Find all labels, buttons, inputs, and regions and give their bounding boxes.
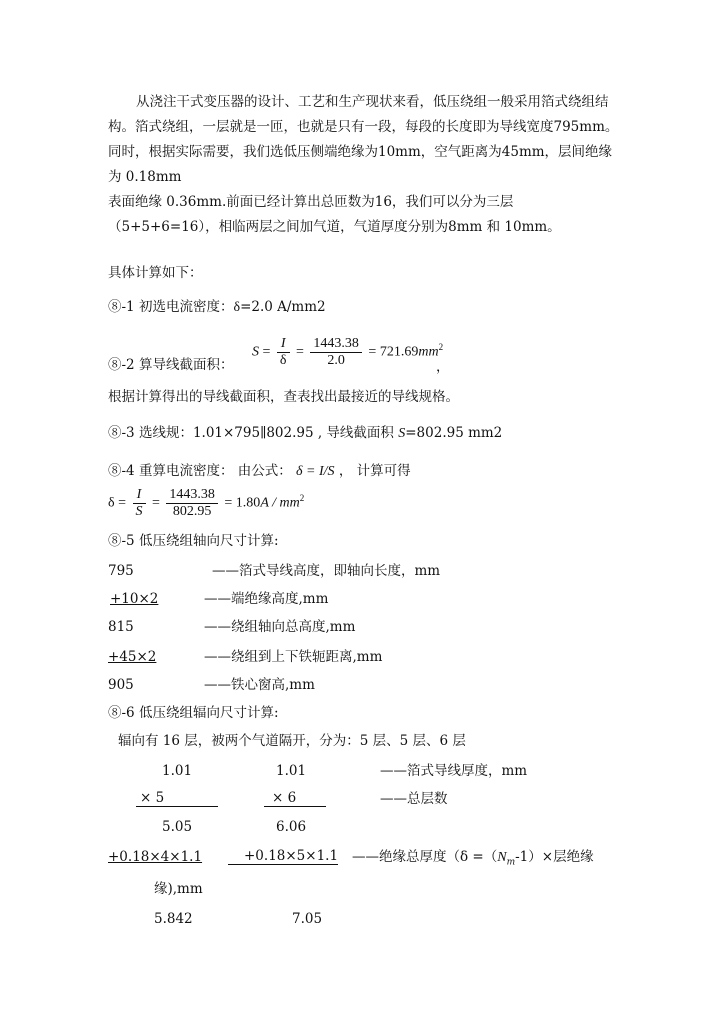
step4-frac-den2: 802.95 (172, 504, 212, 519)
step2-s: S (252, 344, 259, 360)
step5-row-1-desc: ——箔式导线高度，即轴向长度，mm (212, 563, 441, 579)
intro-paragraph-2: 表面绝缘 0.36mm.前面已经计算出总匝数为16，我们可以分为三层（5+5+6=16），相临两层之间加气道，气道厚度分别为8mm 和 10mm。 (108, 194, 561, 235)
step6-r1-a: 1.01 (162, 763, 193, 779)
step4-result: = 1.80 (224, 495, 261, 511)
step2-sup: 2 (438, 342, 444, 353)
step4-lhs: δ = (108, 495, 126, 511)
step6-r4-sub: m (506, 857, 516, 868)
step6-r3-a: 5.05 (162, 819, 193, 835)
step6-r4-desc2: -1）×层绝缘 (515, 849, 594, 865)
step2-frac-symbolic (277, 336, 290, 369)
step4-sup: 2 (299, 493, 305, 504)
step5-row-5-value: 905 (108, 677, 134, 693)
step2-frac-den: δ (279, 353, 287, 368)
step4-unit: A / mm (260, 495, 300, 511)
step1-value: =2.0 A/mm2 (240, 299, 326, 315)
step1-delta: δ (233, 300, 241, 315)
step2-frac-num: I (277, 336, 290, 353)
step2-comma: ， (436, 359, 450, 375)
step6-r5-b: 7.05 (292, 911, 323, 927)
step2-formula (252, 336, 443, 369)
step4-label: ⑧-4 重算电流密度： 由公式： (108, 463, 292, 479)
step4-tail: ， 计算可得 (338, 463, 411, 479)
step5-row-4-value: +45×2 (108, 649, 157, 665)
step4-formula: δ = I/S (296, 464, 335, 479)
step6-r5-a: 5.842 (154, 911, 193, 927)
step2-frac-den2: 2.0 (327, 353, 345, 368)
step1-line (108, 298, 326, 317)
step2-result: = 721.69 (368, 344, 419, 360)
step6-r4-desc-line (352, 848, 594, 872)
step6-r4-n: N (497, 850, 507, 865)
step2-unit: mm (418, 344, 439, 360)
step6-r2-desc: ——总层数 (380, 791, 448, 807)
step6-r3-b: 6.06 (276, 819, 307, 835)
step6-r2-b (264, 790, 326, 807)
step5-row-1-value: 795 (108, 563, 134, 579)
step6-r4-desc: ——绝缘总厚度（δ =（ (352, 849, 498, 865)
step4-frac-num2: 1443.38 (166, 487, 218, 504)
step4-frac-numeric (166, 487, 218, 520)
step1-label: ⑧-1 初选电流密度： (108, 299, 234, 315)
step4-result-formula: δ = $\frac{I}{S}$ = $\frac{1443.38}{802.95}$ = $1.80A / mm^2$ (108, 487, 305, 519)
step4-frac-symbolic (133, 487, 146, 520)
step6-r2-b-text: × 6 (272, 790, 297, 806)
step2-frac-num2: 1443.38 (310, 336, 362, 353)
step6-r1-desc: ——箔式导线厚度，mm (380, 763, 528, 779)
step4-line (108, 462, 411, 481)
step6-r4-a: +0.18×4×1.1 (108, 849, 203, 865)
step6-r1-b: 1.01 (276, 763, 307, 779)
intro-paragraph-3: 具体计算如下： (108, 265, 203, 281)
step6-r4-b (228, 848, 338, 865)
step6-r4-continuation: 缘),mm (154, 881, 203, 897)
step2-eq-2: = (296, 344, 304, 360)
step3-label: ⑧-3 选线规：1.01×795∥802.95 , 导线截面积 (108, 425, 394, 441)
step6-intro: 辐向有 16 层，被两个气道隔开，分为：5 层、5 层、6 层 (118, 733, 466, 749)
step6-title: ⑧-6 低压绕组辐向尺寸计算: (108, 705, 279, 721)
step5-row-3-value: 815 (108, 619, 134, 635)
step4-frac-den: S (135, 504, 143, 519)
step6-r2-a-text: × 5 (140, 790, 165, 806)
step2-label: ⑧-2 算导线截面积： (108, 357, 234, 373)
step5-row-3-desc: ——绕组轴向总高度,mm (204, 619, 356, 635)
note-line: 根据计算得出的导线截面积，查表找出最接近的导线规格。 (108, 389, 459, 405)
step3-value: =802.95 mm2 (405, 425, 503, 441)
step5-title: ⑧-5 低压绕组轴向尺寸计算: (108, 533, 279, 549)
step3-s: S (398, 426, 406, 441)
step5-row-5-desc: ——铁心窗高,mm (204, 677, 315, 693)
step6-r4-b-text: +0.18×5×1.1 (244, 848, 339, 864)
step2-eq: = (262, 344, 271, 360)
intro-paragraph-1: 从浇注干式变压器的设计、工艺和生产现状来看，低压绕组一般采用箔式绕组结构。箔式绕组，一层就是一匝，也就是只有一段，每段的长度即为导线宽度795mm。同时，根据实际需要，我们选低压侧端绝缘为10mm，空气距离为45mm，层间绝缘为 0.18mm (108, 94, 619, 185)
step4-frac-num: I (133, 487, 146, 504)
step5-row-4-desc: ——绕组到上下铁轭距离,mm (204, 649, 383, 665)
step3-line (108, 424, 502, 443)
step5-row-2-desc: ——端绝缘高度,mm (204, 591, 329, 607)
step5-row-2-value: +10×2 (110, 591, 159, 607)
step6-r2-a (136, 790, 218, 807)
step2-frac-numeric (310, 336, 362, 369)
